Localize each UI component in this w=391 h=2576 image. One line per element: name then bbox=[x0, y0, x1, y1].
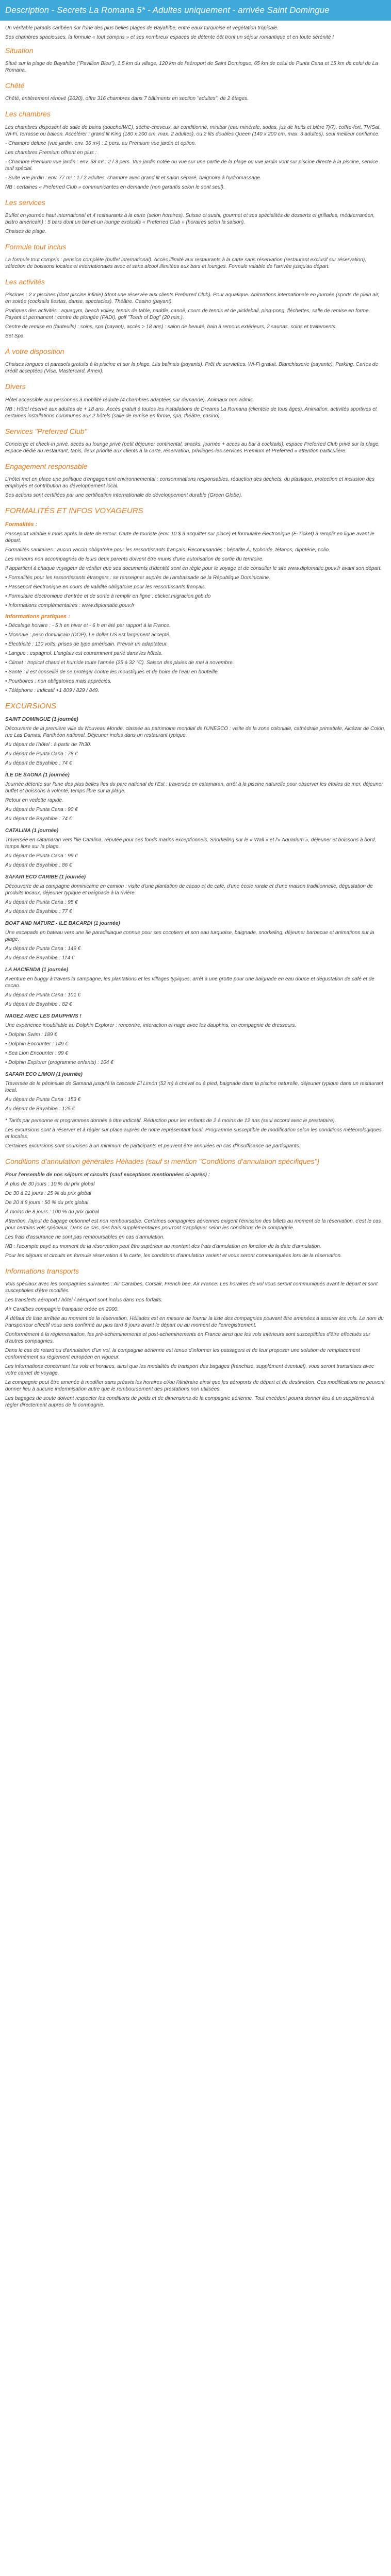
excursion-note: Les excursions sont à réserver et à régler sur place auprès de notre représentant local. Programme susceptible de modification selon les conditions météorologiques et locales. bbox=[5, 1127, 382, 1140]
section-text: • Santé : il est conseillé de se protéger contre les moustiques et de boire de l'eau en bouteille. bbox=[5, 669, 219, 675]
section-text: • Téléphone : indicatif +1 809 / 829 / 849. bbox=[5, 687, 100, 693]
section-text: • Électricité : 110 volts, prises de type américain. Prévoir un adaptateur. bbox=[5, 641, 168, 647]
section-title: Chêté bbox=[5, 81, 25, 90]
excursion-note: * Tarifs par personne et programmes donnés à titre indicatif. Réduction pour les enfants de 2 à moins de 12 ans (seul accord avec le prestataire). bbox=[5, 1118, 336, 1124]
section-hotel bbox=[5, 81, 386, 102]
excursion-price: Au départ de Punta Cana : 149 € bbox=[5, 946, 81, 952]
excursion-text: Traversée en catamaran vers l'île Catalina, réputée pour ses fonds marins exceptionnels. Snorkeling sur le « Wall » et l'« Aquarium », déjeuner et boissons à bord, temps libre sur la plage. bbox=[5, 837, 377, 850]
excursion-note: Certaines excursions sont soumises à un minimum de participants et peuvent être annulées en cas d'insuffisance de participants. bbox=[5, 1143, 301, 1149]
info-text: Les transferts aéroport / hôtel / aéroport sont inclus dans nos forfaits. bbox=[5, 1297, 163, 1303]
excursion-price: Au départ de Bayahibe : 77 € bbox=[5, 909, 72, 915]
excursion-name: LA HACIENDA (1 journée) bbox=[5, 967, 69, 973]
section-text: • Formalités pour les ressortissants étrangers : se renseigner auprès de l'ambassade de la République Dominicaine. bbox=[5, 574, 271, 581]
excursion-item bbox=[5, 1071, 386, 1112]
section-text: Piscines : 2 x piscines (dont piscine infinie) (dont une réservée aux clients Preferred Club). Pour aquatique. Animations internationale en journée (sports de plein air, en soirée (cocktails fiestas, danse, spectacles). Théâtre. Casino (payant). bbox=[5, 292, 380, 305]
excursion-text: Journée détente sur l'une des plus belles îles du parc national de l'Est : traversée en catamaran, arrêt à la piscine naturelle pour observer les étoiles de mer, déjeuner buffet et boissons à volonté, temps libre sur la plage. bbox=[5, 782, 383, 794]
excursion-text: Retour en vedette rapide. bbox=[5, 798, 63, 804]
section-divers bbox=[5, 382, 386, 419]
section-text: Set Spa. bbox=[5, 333, 25, 340]
section-text: Chaises longues et parasols gratuits à la piscine et sur la plage. Lits balinais (payants). Prêt de serviettes. Wi-Fi gratuit. Blanchisserie (payante). Parking. Cartes de crédit acceptées (Visa, Mastercard, Amex). bbox=[5, 362, 379, 375]
excursion-price: Au départ de Punta Cana : 101 € bbox=[5, 992, 81, 998]
section-text: NB : Hôtel réservé aux adultes de + 18 ans. Accès gratuit à toutes les installations de Dreams La Romana (clientèle de tous âges). Animation, activités sportives et certaines installations communes aux 2 hôtels (salle de remise en forme, spa, théâtre, casino). bbox=[5, 406, 377, 419]
section-engagement bbox=[5, 462, 386, 499]
section-formalites bbox=[5, 506, 386, 694]
excursion-price: Au départ de Punta Cana : 78 € bbox=[5, 751, 78, 757]
excursion-item bbox=[5, 967, 386, 1008]
excursion-item bbox=[5, 827, 386, 869]
section-title: Les activités bbox=[5, 277, 45, 286]
section-activites bbox=[5, 277, 386, 340]
excursion-price: Au départ de Bayahibe : 125 € bbox=[5, 1106, 75, 1112]
sub-title: Formalités : bbox=[5, 521, 38, 528]
info-text: Vols spéciaux avec les compagnies suivantes : Air Caraïbes, Corsair, French bee, Air France. Les horaires de vol vous seront communiqués avant le départ et sont susceptibles d'être modifiés. bbox=[5, 1281, 378, 1294]
section-situation bbox=[5, 46, 386, 74]
section-chambres bbox=[5, 109, 386, 190]
excursion-price: Au départ de Bayahibe : 82 € bbox=[5, 1002, 72, 1008]
excursion-price: Au départ de Punta Cana : 153 € bbox=[5, 1097, 81, 1103]
section-services bbox=[5, 198, 386, 235]
section-title: Engagement responsable bbox=[5, 462, 88, 470]
excursion-item bbox=[5, 716, 386, 767]
conditions-line: De 30 à 21 jours : 25 % du prix global bbox=[5, 1190, 91, 1196]
section-informations bbox=[5, 1266, 386, 1409]
section-text: Les mineurs non accompagnés de leurs deux parents doivent être munis d'une autorisation de sortie du territoire. bbox=[5, 556, 264, 562]
page-header bbox=[0, 0, 391, 21]
section-text: Passeport valable 6 mois après la date de retour. Carte de touriste (env. 10 $ à acquitter sur place) et formulaire électronique (E-Ticket) à remplir en ligne avant le départ. bbox=[5, 531, 374, 544]
excursion-price: Au départ de Punta Cana : 90 € bbox=[5, 807, 78, 813]
excursion-price: • Dolphin Explorer (programme enfants) : 104 € bbox=[5, 1060, 113, 1066]
section-text: Les chambres Premium offrent en plus : bbox=[5, 149, 97, 156]
section-text: La formule tout compris : pension complète (buffet international). Accès illimité aux restaurants à la carte sans réservation (restaurant exclusif sur réservation), sélection de boissons locales et internationales avec et sans alcool illimitées aux bars et lounges. Formule valable de l'arrivée jusqu'au départ. bbox=[5, 257, 366, 269]
conditions-text: Pour les séjours et circuits en formule réservation à la carte, les conditions d'annulation varient et vous seront communiquées lors de la réservation. bbox=[5, 1252, 342, 1259]
section-excursions bbox=[5, 701, 386, 1150]
section-text: Buffet en journée haut international et 4 restaurants à la carte (selon horaires). Suisse et sushi, gourmet et ses spécialités de desserts et grillades, méditerranéen, bistro américain) : 5 bars dont un bar-et-un lounge exclusifs « Preferred Club » (horaires selon la saison). bbox=[5, 212, 375, 225]
excursion-price: • Dolphin Encounter : 149 € bbox=[5, 1041, 68, 1047]
section-text: - Suite vue jardin : env. 77 m² : 1 / 2 adultes, chambre avec grand lit et salon séparé, baignoire à hydromassage. bbox=[5, 175, 262, 181]
section-preferred-club bbox=[5, 427, 386, 454]
excursion-text: Découverte de la première ville du Nouveau Monde, classée au patrimoine mondial de l'UNESCO : visite de la zone coloniale, cathédrale primatiale, Alcázar de Colón, rue Las Damas, Panthéon national. Déjeuner inclus dans un restaurant typique. bbox=[5, 726, 385, 739]
section-text: • Monnaie : peso dominicain (DOP). Le dollar US est largement accepté. bbox=[5, 632, 171, 638]
page-title: Description - Secrets La Romana 5* - Adultes uniquement - arrivée Saint Domingue bbox=[5, 5, 330, 15]
excursion-item bbox=[5, 874, 386, 915]
conditions-text: Attention, l'ajout de bagage optionnel est non remboursable. Certaines compagnies aériennes exigent l'émission des billets au moment de la réservation, c'est le cas pour certains vols spéciaux. Dans ce cas, des frais supplémentaires pourront s'appliquer selon les conditions de la compagnie. bbox=[5, 1218, 381, 1231]
section-title: Les chambres bbox=[5, 110, 51, 118]
excursion-name: CATALINA (1 journée) bbox=[5, 828, 59, 834]
section-title: Divers bbox=[5, 382, 26, 391]
section-title: Informations transports bbox=[5, 1266, 79, 1275]
section-text: • Formulaire électronique d'entrée et de sortie à remplir en ligne : eticket.migracion.gob.do bbox=[5, 593, 211, 599]
conditions-text: NB : l'acompte payé au moment de la réservation peut être supérieur au montant des frais d'annulation en fonction de la date d'annulation. bbox=[5, 1243, 321, 1249]
conditions-line: À moins de 8 jours : 100 % du prix global bbox=[5, 1209, 99, 1215]
excursion-text: Découverte de la campagne dominicaine en camion : visite d'une plantation de cacao et de café, d'une école rurale et d'une maison traditionnelle, dégustation de produits locaux, déjeuner typique et baignade à la rivière. bbox=[5, 884, 373, 896]
section-text: Les chambres disposent de salle de bains (douche/WC), sèche-cheveux, air conditionné, minibar (eau minérale, sodas, jus de fruits et bière 7j/7), coffre-fort, TV/Sat, Wi-Fi, terrasse ou balcon. Accélérer : grand lit King (180 x 200 cm, max. 2 adultes), ou 2 lits doubles Queen (140 x 200 cm, max. 3 adultes), seul meilleur confiance. bbox=[5, 124, 381, 137]
section-text: Hôtel accessible aux personnes à mobilité réduite (4 chambres adaptées sur demande). Animaux non admis. bbox=[5, 397, 254, 403]
section-title: Situation bbox=[5, 46, 34, 55]
section-disposition bbox=[5, 347, 386, 375]
info-text: Les bagages de soute doivent respecter les conditions de poids et de dimensions de la compagnie aérienne. Tout excédent pourra donner lieu à un supplément à régler directement auprès de la compagnie. bbox=[5, 1395, 374, 1408]
section-title: Les services bbox=[5, 198, 45, 207]
conditions-line: De 20 à 8 jours : 50 % du prix global bbox=[5, 1199, 89, 1206]
section-text: Ses actions sont certifiées par une certification internationale de développement durable (Green Globe). bbox=[5, 492, 242, 498]
section-conditions bbox=[5, 1157, 386, 1259]
excursion-notes bbox=[5, 1117, 386, 1149]
excursion-name: ÎLE DE SAONA (1 journée) bbox=[5, 772, 70, 778]
info-text: Les informations concernant les vols et horaires, ainsi que les modalités de transport des bagages (franchise, supplément éventuel), vous seront transmises avec votre carnet de voyage. bbox=[5, 1363, 374, 1376]
section-title: Formule tout inclus bbox=[5, 242, 67, 251]
section-formule bbox=[5, 242, 386, 270]
section-text: - Chambre deluxe (vue jardin, env. 36 m²) : 2 pers. au Premium vue jardin et option. bbox=[5, 140, 196, 146]
section-text: Concierge et check-in privé, accès au lounge privé (petit déjeuner continental, snacks, journée + accès au bar à cocktails), espace Preferred Club privé sur la plage, espace dédié au restaurant, tapis, lieux priorité aux clients à la carte, réservation, privilèges-les services Premium et Preferred « attention particulière. bbox=[5, 441, 380, 454]
info-text: Dans le cas de retard ou d'annulation d'un vol, la compagnie aérienne est tenue d'informer les passagers et de leur proposer une solution de remplacement conformément au règlement européen en vigueur. bbox=[5, 1347, 360, 1360]
section-text: L'hôtel met en place une politique d'engagement environnemental : consommations responsables, réduction des déchets, du plastique, protection et inclusion des employés et contribution au développement local. bbox=[5, 476, 374, 489]
excursion-text: Aventure en buggy à travers la campagne, les plantations et les villages typiques, arrêt à une grotte pour une baignade en eau douce et dégustation de café et de cacao. bbox=[5, 976, 374, 989]
section-title: EXCURSIONS bbox=[5, 701, 57, 710]
section-title: FORMALITÉS ET INFOS VOYAGEURS bbox=[5, 506, 143, 515]
section-text: Formalités sanitaires : aucun vaccin obligatoire pour les ressortissants français. Recommandés : hépatite A, typhoïde, tétanos, diphtérie, polio. bbox=[5, 547, 330, 553]
excursion-price: Au départ de Punta Cana : 99 € bbox=[5, 853, 78, 859]
section-text: • Informations complémentaires : www.diplomatie.gouv.fr bbox=[5, 602, 135, 608]
section-title: Services "Preferred Club" bbox=[5, 427, 87, 435]
excursion-item bbox=[5, 1013, 386, 1066]
section-text: Pratiques des activités : aquagym, beach volley, tennis de table, paddle, canoë, cours de tennis et de pickleball, ping-pong, fléchettes, salle de remise en forme. Payant et permanent : centre de plongée (PADI), golf "Teeth of Dog" (20 min.). bbox=[5, 308, 370, 321]
intro-block bbox=[5, 25, 386, 41]
section-title: Conditions d'annulation générales Héliades (sauf si mention "Conditions d'annulation spécifiques") bbox=[5, 1157, 320, 1166]
section-text: NB : certaines « Preferred Club » communicantes en demande (non garantis selon le sont seul). bbox=[5, 184, 225, 190]
excursion-price: Au départ de Bayahibe : 114 € bbox=[5, 955, 75, 961]
section-text: Chêté, entièrement rénové (2020), offre 316 chambres dans 7 bâtiments en section "adultes", de 2 étages. bbox=[5, 96, 249, 102]
info-text: À défaut de liste arrêtée au moment de la réservation, Héliades est en mesure de fournir la liste des compagnies pouvant être amenées à assurer les vols. Le nom du transporteur effectif vous sera confirmé au plus tard 8 jours avant le départ ou au moment de l'enregistrement. bbox=[5, 1315, 384, 1328]
excursion-price: • Dolphin Swim : 189 € bbox=[5, 1032, 57, 1038]
conditions-intro: Pour l'ensemble de nos séjours et circuits (sauf exceptions mentionnées ci-après) : bbox=[5, 1172, 210, 1178]
excursion-text: Traversée de la péninsule de Samaná jusqu'à la cascade El Limón (52 m) à cheval ou à pied, baignade dans la piscine naturelle, déjeuner typique dans un restaurant local. bbox=[5, 1081, 383, 1094]
conditions-line: À plus de 30 jours : 10 % du prix global bbox=[5, 1181, 95, 1187]
info-text: Air Caraïbes compagnie française créée en 2000. bbox=[5, 1306, 119, 1312]
excursion-name: BOAT AND NATURE - ILE BACARDI (1 journée) bbox=[5, 921, 120, 927]
excursion-name: NAGEZ AVEC LES DAUPHINS ! bbox=[5, 1013, 82, 1020]
excursion-item bbox=[5, 920, 386, 961]
excursion-name: SAINT DOMINGUE (1 journée) bbox=[5, 717, 78, 723]
excursion-name: SAFARI ECO CARIBE (1 journée) bbox=[5, 874, 86, 880]
section-text: • Climat : tropical chaud et humide toute l'année (25 à 32 °C). Saison des pluies de mai à novembre. bbox=[5, 659, 234, 666]
section-text: • Décalage horaire : - 5 h en hiver et - 6 h en été par rapport à la France. bbox=[5, 622, 171, 629]
excursion-text: Une expérience inoubliable au Dolphin Explorer : rencontre, interaction et nage avec les dauphins, en compagnie de dresseurs. bbox=[5, 1023, 297, 1029]
section-text: Situé sur la plage de Bayahibe ("Pavillion Bleu"), 1,5 km du village, 120 km de l'aéroport de Saint Domingue, 65 km de celui de Punta Cana et 15 km de celui de La Romana. bbox=[5, 61, 378, 74]
page-content bbox=[0, 25, 391, 1421]
section-title: À votre disposition bbox=[5, 347, 64, 356]
excursion-price: Au départ de Punta Cana : 95 € bbox=[5, 900, 78, 906]
excursion-text: Au départ de l'hôtel : à partir de 7h30. bbox=[5, 742, 92, 748]
excursion-item bbox=[5, 772, 386, 822]
section-text: • Pourboires : non obligatoires mais appréciés. bbox=[5, 678, 112, 684]
section-text: Chaises de plage. bbox=[5, 228, 47, 234]
intro-text: Un véritable paradis caribéen sur l'une des plus belles plages de Bayahibe, entre eaux turquoise et végétation tropicale. bbox=[5, 25, 279, 31]
excursion-name: SAFARI ECO LIMON (1 journée) bbox=[5, 1072, 83, 1078]
excursion-text: Une escapade en bateau vers une île paradisiaque connue pour ses cocotiers et son eau turquoise, baignade, snorkeling, déjeuner barbecue et animations sur la plage. bbox=[5, 930, 374, 943]
excursion-price: Au départ de Bayahibe : 74 € bbox=[5, 760, 72, 767]
info-text: Conformément à la réglementation, les pré-acheminements et post-acheminements en France ainsi que les vols intérieurs sont susceptibles d'être effectués sur d'autres compagnies. bbox=[5, 1331, 370, 1344]
excursion-price: Au départ de Bayahibe : 86 € bbox=[5, 862, 72, 869]
intro-text: Ses chambres spacieuses, la formule « tout compris » et ses nombreux espaces de détente éêt tront un séjour romantique et en toute sérénité ! bbox=[5, 35, 334, 40]
excursion-price: • Sea Lion Encounter : 99 € bbox=[5, 1050, 68, 1057]
section-text: - Chambre Premium vue jardin : env. 38 m² : 2 / 3 pers. Vue jardin notée ou vue sur une partie de la plage ou vue jardin vont sur piscine directe à la piscine, service tarif spécial. bbox=[5, 159, 378, 172]
section-text: • Langue : espagnol. L'anglais est couramment parlé dans les hôtels. bbox=[5, 650, 163, 656]
sub-title: Informations pratiques : bbox=[5, 613, 70, 620]
info-text: La compagnie peut être amenée à modifier sans préavis les horaires et/ou l'itinéraire ainsi que les aéroports de départ et de destination. Ces modifications ne peuvent donner lieu à aucune indemnisation autre que le remboursement des prestations non utilisées. bbox=[5, 1379, 385, 1392]
excursion-price: Au départ de Bayahibe : 74 € bbox=[5, 816, 72, 822]
conditions-text: Les frais d'assurance ne sont pas remboursables en cas d'annulation. bbox=[5, 1234, 165, 1240]
section-text: Il appartient à chaque voyageur de vérifier que ses documents d'identité sont en règle pour le voyage et de consulter le site www.diplomatie.gouv.fr avant son départ. bbox=[5, 565, 382, 571]
section-text: • Passeport électronique en cours de validité obligatoire pour les ressortissants français. bbox=[5, 584, 206, 590]
section-text: Centre de remise en (fauteuils) : soins, spa (payant), accès > 18 ans) : salon de beauté, bain à remous extérieurs, 2 saunas, soins et traitements. bbox=[5, 324, 337, 330]
